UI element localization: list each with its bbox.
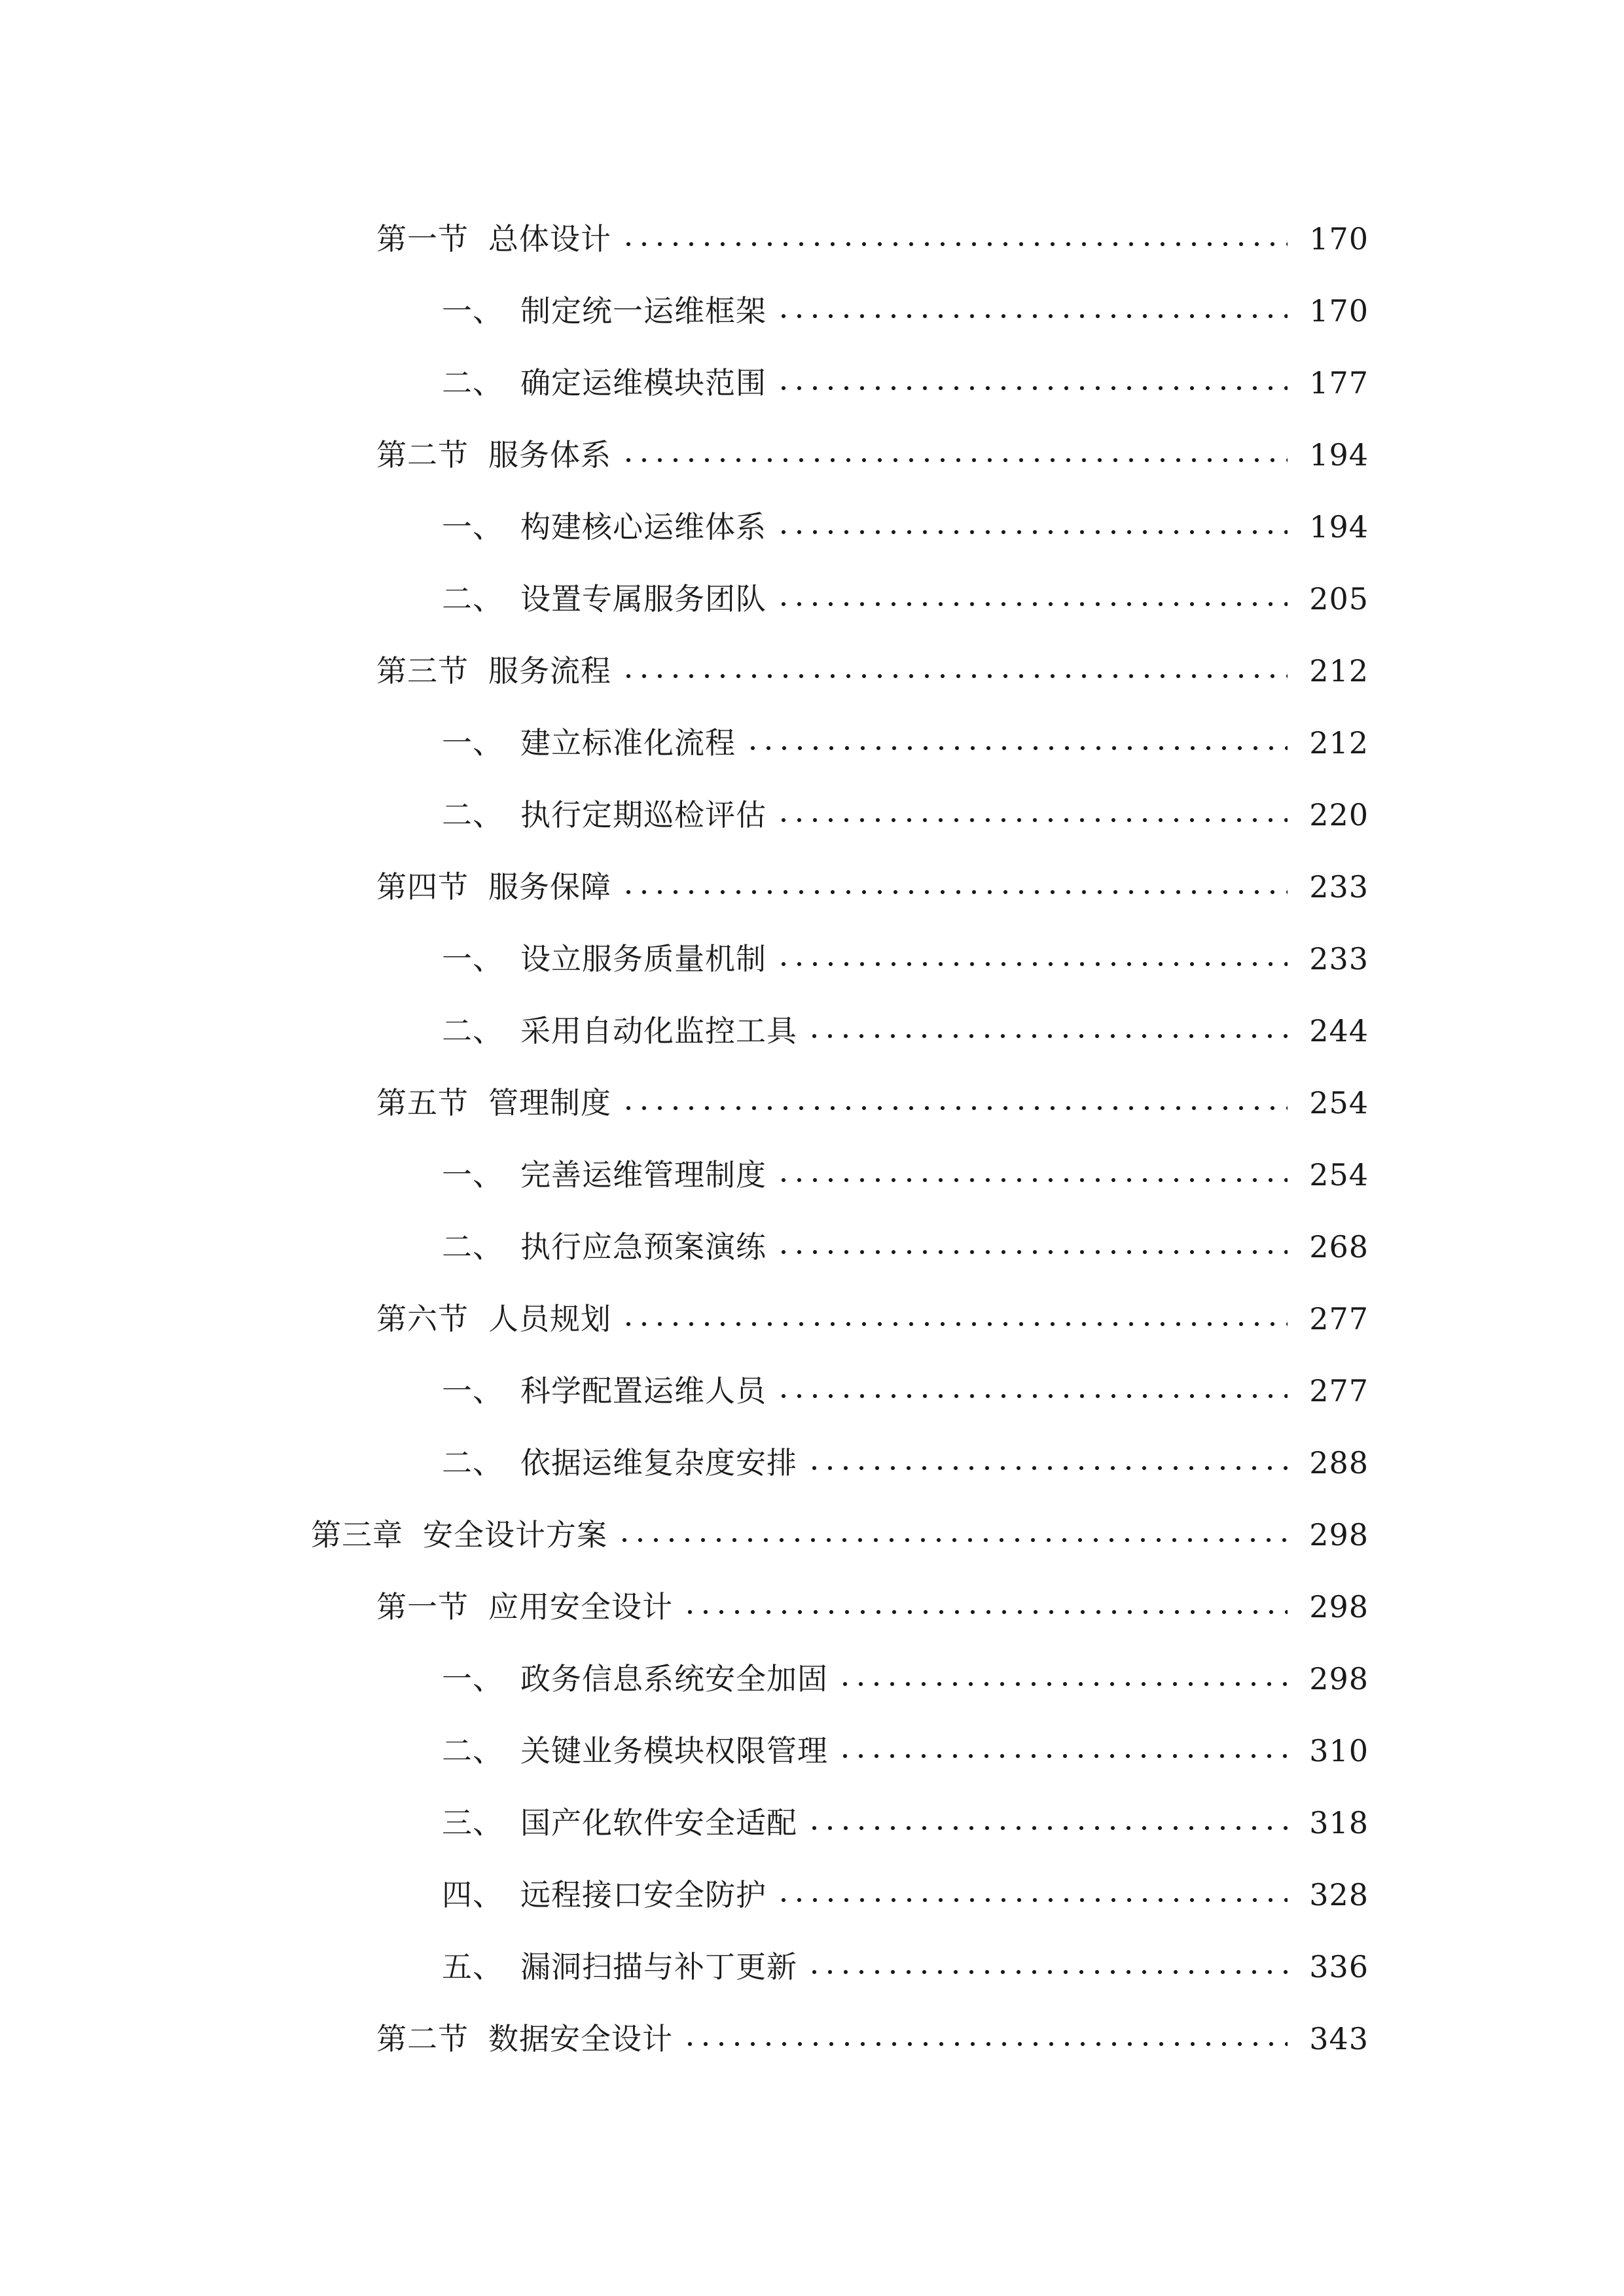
toc-entry-label bbox=[442, 1877, 776, 1912]
toc-entry-title: 科学配置运维人员 bbox=[520, 1373, 767, 1408]
table-of-contents bbox=[0, 203, 1624, 2075]
toc-entry-number: 二、 bbox=[442, 1229, 503, 1265]
toc-page-number: 220 bbox=[1309, 797, 1369, 833]
toc-dot-leader bbox=[806, 1969, 1288, 1975]
toc-page-number: 328 bbox=[1309, 1877, 1369, 1912]
toc-entry-number: 第三节 bbox=[376, 653, 469, 689]
toc-dot-leader bbox=[776, 1177, 1288, 1183]
toc-subsection-row[interactable] bbox=[0, 1643, 1624, 1715]
toc-entry-number: 第一节 bbox=[376, 1589, 469, 1624]
toc-page-number: 233 bbox=[1309, 941, 1369, 977]
toc-subsection-row[interactable] bbox=[0, 995, 1624, 1067]
toc-entry-label bbox=[442, 1661, 837, 1696]
toc-page-number: 254 bbox=[1309, 1085, 1369, 1121]
toc-page-number: 298 bbox=[1309, 1661, 1369, 1696]
toc-subsection-row[interactable] bbox=[0, 275, 1624, 347]
toc-entry-label bbox=[442, 509, 776, 545]
toc-entry-label bbox=[442, 797, 776, 833]
toc-dot-leader bbox=[621, 1105, 1288, 1111]
toc-entry-label bbox=[311, 1517, 617, 1552]
toc-page-number: 212 bbox=[1309, 725, 1369, 761]
toc-dot-leader bbox=[617, 1537, 1288, 1543]
toc-entry-title: 国产化软件安全适配 bbox=[520, 1805, 797, 1840]
toc-dot-leader bbox=[776, 529, 1288, 535]
toc-chapter-row[interactable] bbox=[0, 1499, 1624, 1571]
toc-entry-title: 远程接口安全防护 bbox=[520, 1877, 767, 1912]
toc-subsection-row[interactable] bbox=[0, 1427, 1624, 1499]
toc-entry-number: 二、 bbox=[442, 1445, 503, 1480]
toc-entry-title: 依据运维复杂度安排 bbox=[520, 1445, 797, 1480]
toc-page-number: 177 bbox=[1309, 365, 1369, 401]
toc-entry-label bbox=[442, 1445, 806, 1480]
toc-entry-title: 漏洞扫描与补丁更新 bbox=[520, 1949, 797, 1984]
toc-entry-title: 关键业务模块权限管理 bbox=[520, 1733, 828, 1768]
toc-section-row[interactable] bbox=[0, 419, 1624, 491]
toc-page-number: 194 bbox=[1309, 509, 1369, 545]
toc-entry-title: 设立服务质量机制 bbox=[520, 941, 767, 977]
toc-dot-leader bbox=[837, 1681, 1288, 1687]
toc-subsection-row[interactable] bbox=[0, 1139, 1624, 1211]
toc-entry-title: 服务体系 bbox=[488, 437, 611, 473]
toc-section-row[interactable] bbox=[0, 1283, 1624, 1355]
toc-entry-number: 一、 bbox=[442, 1661, 503, 1696]
toc-page-number: 254 bbox=[1309, 1157, 1369, 1193]
toc-page-number: 310 bbox=[1309, 1733, 1369, 1768]
toc-page-number: 277 bbox=[1309, 1301, 1369, 1336]
toc-subsection-row[interactable] bbox=[0, 1715, 1624, 1787]
toc-entry-label bbox=[376, 1085, 621, 1121]
toc-entry-number: 二、 bbox=[442, 581, 503, 617]
toc-page-number: 212 bbox=[1309, 653, 1369, 689]
toc-page-number: 170 bbox=[1309, 293, 1369, 329]
toc-page-number: 336 bbox=[1309, 1949, 1369, 1984]
toc-entry-number: 第二节 bbox=[376, 437, 469, 473]
toc-subsection-row[interactable] bbox=[0, 347, 1624, 419]
toc-entry-label bbox=[442, 725, 745, 761]
toc-entry-title: 确定运维模块范围 bbox=[520, 365, 767, 401]
toc-page-number: 298 bbox=[1309, 1589, 1369, 1624]
toc-dot-leader bbox=[806, 1825, 1288, 1831]
toc-page-number: 277 bbox=[1309, 1373, 1369, 1408]
toc-entry-label bbox=[376, 653, 621, 689]
toc-subsection-row[interactable] bbox=[0, 1859, 1624, 1931]
toc-entry-number: 第一节 bbox=[376, 221, 469, 257]
toc-entry-label bbox=[376, 2021, 682, 2056]
toc-entry-number: 五、 bbox=[442, 1949, 503, 1984]
toc-entry-label bbox=[376, 221, 621, 257]
toc-entry-title: 数据安全设计 bbox=[488, 2021, 673, 2056]
toc-entry-number: 一、 bbox=[442, 293, 503, 329]
toc-entry-number: 第五节 bbox=[376, 1085, 469, 1121]
toc-dot-leader bbox=[776, 1393, 1288, 1399]
toc-entry-number: 二、 bbox=[442, 365, 503, 401]
toc-dot-leader bbox=[621, 673, 1288, 679]
toc-entry-label bbox=[442, 365, 776, 401]
toc-subsection-row[interactable] bbox=[0, 1787, 1624, 1859]
toc-entry-number: 四、 bbox=[442, 1877, 503, 1912]
toc-entry-label bbox=[442, 1013, 806, 1049]
toc-dot-leader bbox=[837, 1753, 1288, 1759]
toc-entry-label bbox=[442, 1733, 837, 1768]
toc-dot-leader bbox=[776, 601, 1288, 607]
toc-dot-leader bbox=[621, 889, 1288, 895]
toc-section-row[interactable] bbox=[0, 1571, 1624, 1643]
toc-dot-leader bbox=[621, 242, 1288, 247]
toc-section-row[interactable] bbox=[0, 1067, 1624, 1139]
toc-entry-number: 二、 bbox=[442, 797, 503, 833]
toc-entry-number: 第四节 bbox=[376, 869, 469, 905]
toc-entry-title: 服务流程 bbox=[488, 653, 611, 689]
toc-page-number: 244 bbox=[1309, 1013, 1369, 1049]
toc-entry-label bbox=[376, 1589, 682, 1624]
toc-entry-title: 总体设计 bbox=[488, 221, 611, 257]
toc-entry-label bbox=[442, 1949, 806, 1984]
toc-subsection-row[interactable] bbox=[0, 923, 1624, 995]
toc-entry-title: 设置专属服务团队 bbox=[520, 581, 767, 617]
toc-dot-leader bbox=[776, 1249, 1288, 1255]
toc-page-number: 205 bbox=[1309, 581, 1369, 617]
toc-dot-leader bbox=[776, 961, 1288, 967]
toc-dot-leader bbox=[806, 1033, 1288, 1039]
toc-dot-leader bbox=[776, 817, 1288, 823]
toc-section-row[interactable] bbox=[0, 203, 1624, 275]
toc-entry-number: 一、 bbox=[442, 509, 503, 545]
toc-section-row[interactable] bbox=[0, 851, 1624, 923]
toc-entry-title: 执行应急预案演练 bbox=[520, 1229, 767, 1265]
toc-dot-leader bbox=[682, 2041, 1288, 2047]
toc-entry-label bbox=[442, 581, 776, 617]
toc-entry-number: 三、 bbox=[442, 1805, 503, 1840]
toc-page-number: 170 bbox=[1309, 221, 1369, 257]
toc-page-number: 343 bbox=[1309, 2021, 1369, 2056]
toc-page-number: 298 bbox=[1309, 1517, 1369, 1552]
toc-entry-title: 安全设计方案 bbox=[423, 1517, 607, 1552]
toc-entry-label bbox=[376, 437, 621, 473]
toc-entry-number: 一、 bbox=[442, 725, 503, 761]
toc-entry-title: 完善运维管理制度 bbox=[520, 1157, 767, 1193]
toc-entry-title: 制定统一运维框架 bbox=[520, 293, 767, 329]
toc-entry-title: 政务信息系统安全加固 bbox=[520, 1661, 828, 1696]
toc-subsection-row[interactable] bbox=[0, 779, 1624, 851]
toc-entry-label bbox=[442, 293, 776, 329]
toc-subsection-row[interactable] bbox=[0, 1211, 1624, 1283]
toc-dot-leader bbox=[776, 386, 1288, 391]
toc-entry-label bbox=[442, 1373, 776, 1408]
toc-entry-label bbox=[376, 869, 621, 905]
toc-entry-number: 第三章 bbox=[311, 1517, 403, 1552]
toc-dot-leader bbox=[806, 1465, 1288, 1471]
toc-subsection-row[interactable] bbox=[0, 1931, 1624, 2003]
toc-subsection-row[interactable] bbox=[0, 1355, 1624, 1427]
toc-page-number: 194 bbox=[1309, 437, 1369, 473]
toc-entry-label bbox=[442, 1229, 776, 1265]
toc-entry-label bbox=[442, 941, 776, 977]
toc-entry-title: 服务保障 bbox=[488, 869, 611, 905]
toc-section-row[interactable] bbox=[0, 635, 1624, 707]
toc-entry-title: 执行定期巡检评估 bbox=[520, 797, 767, 833]
toc-dot-leader bbox=[776, 314, 1288, 319]
toc-entry-number: 二、 bbox=[442, 1013, 503, 1049]
toc-entry-number: 第六节 bbox=[376, 1301, 469, 1336]
toc-entry-title: 应用安全设计 bbox=[488, 1589, 673, 1624]
toc-dot-leader bbox=[745, 745, 1288, 751]
toc-entry-number: 一、 bbox=[442, 1373, 503, 1408]
toc-entry-label bbox=[376, 1301, 621, 1336]
toc-entry-title: 建立标准化流程 bbox=[520, 725, 736, 761]
toc-page-number: 318 bbox=[1309, 1805, 1369, 1840]
toc-page-number: 288 bbox=[1309, 1445, 1369, 1480]
toc-page-number: 233 bbox=[1309, 869, 1369, 905]
toc-subsection-row[interactable] bbox=[0, 563, 1624, 635]
toc-entry-number: 一、 bbox=[442, 941, 503, 977]
toc-entry-label bbox=[442, 1805, 806, 1840]
toc-entry-title: 构建核心运维体系 bbox=[520, 509, 767, 545]
toc-entry-title: 人员规划 bbox=[488, 1301, 611, 1336]
toc-dot-leader bbox=[621, 457, 1288, 463]
toc-dot-leader bbox=[682, 1609, 1288, 1615]
toc-subsection-row[interactable] bbox=[0, 707, 1624, 779]
toc-entry-title: 采用自动化监控工具 bbox=[520, 1013, 797, 1049]
toc-dot-leader bbox=[776, 1897, 1288, 1903]
toc-entry-number: 第二节 bbox=[376, 2021, 469, 2056]
toc-entry-number: 二、 bbox=[442, 1733, 503, 1768]
toc-section-row[interactable] bbox=[0, 2003, 1624, 2075]
toc-page-number: 268 bbox=[1309, 1229, 1369, 1265]
toc-subsection-row[interactable] bbox=[0, 491, 1624, 563]
toc-dot-leader bbox=[621, 1321, 1288, 1327]
toc-entry-number: 一、 bbox=[442, 1157, 503, 1193]
toc-entry-title: 管理制度 bbox=[488, 1085, 611, 1121]
toc-entry-label bbox=[442, 1157, 776, 1193]
